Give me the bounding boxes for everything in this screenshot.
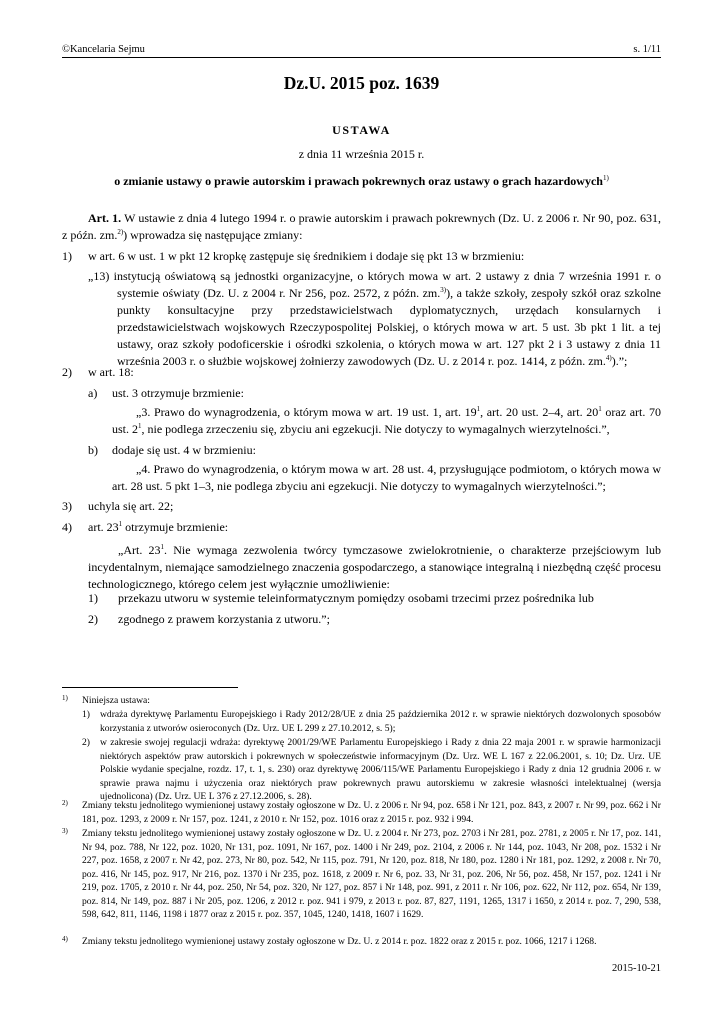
art-1-paragraph (62, 210, 661, 244)
quote-text: „13) instytucją oświatową są jednostki organizacyjne, o których mowa w art. 2 ustawy z dnia 7 września 1991 r. o systemie oświaty (Dz. U. z 2004 r. Nr 256, poz. 2572, z późn. zm. (88, 269, 661, 300)
quote-text: ), a także szkoły, zespoły szkół oraz szkolne punkty konsultacyjne przy przedstawicielstwach dyplomatycznych, urzędach konsularnych i przedstawicielstwach wojskowych Rzeczypospolitej Polskiej, o których mowa w art. 5 ust. 3b pkt 1 lit. a tej ustawy, oraz szkoły podoficerskie i ośrodki szkolenia, o których mowa w art. 127 pkt 2 i 3 ustawy z dnia 11 września 2003 r. o służbie wojskowej żołnierzy zawodowych (Dz. U. z 2014 r. poz. 1414, z późn. zm. (117, 286, 661, 368)
footnote-2-number: 2) (62, 799, 68, 807)
art-1-label: Art. 1. (88, 211, 122, 225)
header-page-number: s. 1/11 (633, 44, 661, 55)
item-2a-letter: a) (88, 386, 98, 400)
item-4-text-end: otrzymuje brzmienie: (122, 520, 229, 534)
item-1-quote (88, 268, 661, 370)
item-2b-text: dodaje się ust. 4 w brzmieniu: (112, 443, 256, 457)
header-copyright: ©Kancelaria Sejmu (62, 44, 145, 55)
quote-text: ).”; (611, 354, 628, 368)
footnote-3-number: 3) (62, 827, 68, 835)
item-1-text: w art. 6 w ust. 1 w pkt 12 kropkę zastępuje się średnikiem i dodaje się pkt 13 w brzmieniu: (88, 249, 525, 263)
act-date: z dnia 11 września 2015 r. (298, 147, 425, 161)
superscript: 1 (476, 405, 481, 413)
superscript: 1 (598, 405, 602, 413)
superscript: 1 (118, 520, 123, 528)
document-title: Dz.U. 2015 poz. 1639 (283, 73, 440, 93)
item-4-quote (88, 542, 661, 593)
footnote-1-sub-2-number: 2) (82, 737, 90, 748)
superscript: 1 (138, 422, 142, 430)
item-2a-quote (112, 404, 661, 438)
footnote-divider (62, 687, 238, 688)
art-1-text-end: ) wprowadza się następujące zmiany: (123, 228, 303, 242)
act-subject-text: o zmianie ustawy o prawie autorskim i prawach pokrewnych oraz ustawy o grach hazardowych (114, 174, 603, 188)
quote-text: „Art. 23 (118, 543, 161, 557)
quote-text: , art. 20 ust. 2–4, art. 20 (480, 405, 599, 419)
item-4-text-start: art. 23 (88, 520, 119, 534)
footnote-1-sub-1-text: wdraża dyrektywę Parlamentu Europejskiego i Rady 2012/28/UE z dnia 25 października 2012 r. w sprawie niektórych dozwolonych sposobów korzystania z utworów osieroconych (Dz. Urz. UE L 299 z 27.10.2012, s. 5); (100, 709, 661, 734)
footnote-ref: 4) (605, 354, 612, 362)
footnote-1-sub-2-text: w zakresie swojej regulacji wdraża: dyrektywę 2001/29/WE Parlamentu Europejskiego i Rady z dnia 22 maja 2001 r. w sprawie harmonizacji niektórych aspektów praw autorskich i pokrewnych w społeczeństwie informacyjnym (Dz. Urz. WE L 167 z 22.06.2001, s. 10; Dz. Urz. UE Polskie wydanie specjalne, rozdz. 17, t. 1, s. 230) oraz dyrektywę 2006/115/WE Parlamentu Europejskiego i Rady z dnia 12 grudnia 2006 r. w sprawie prawa najmu i użyczenia oraz niektórych praw pokrewnych prawu autorskiemu w zakresie własności intelektualnej (wersja ujednolicona) (Dz. Urz. UE L 376 z 27.12.2006, s. 28). (100, 737, 661, 802)
footnote-ref: 1) (602, 174, 609, 182)
act-type: USTAWA (332, 123, 391, 137)
item-4-point-1-number: 1) (88, 591, 98, 605)
item-4-point-2-text: zgodnego z prawem korzystania z utworu.”; (118, 612, 330, 626)
art-1-text: W ustawie z dnia 4 lutego 1994 r. o prawie autorskim i prawach pokrewnych (Dz. U. z 2006 r. Nr 90, poz. 631, z późn. zm. (62, 211, 661, 242)
quote-text: . Nie wymaga zezwolenia twórcy tymczasowe zwielokrotnienie, o charakterze przejściowym lub incydentalnym, niemające samodzielnego znaczenia gospodarczego, a stanowiące integralną i niezbędną część procesu technologicznego, którego celem jest wyłącznie umożliwienie: (88, 543, 662, 591)
quote-text: , nie podlega zrzeczeniu się, zbyciu ani egzekucji. Nie dotyczy to wymagalnych wierzytelności.”, (141, 422, 610, 436)
footnote-4-number: 4) (62, 935, 68, 943)
item-2-text: w art. 18: (88, 365, 134, 379)
item-4-number: 4) (62, 520, 72, 534)
superscript: 1 (160, 543, 165, 551)
item-2b-quote: „4. Prawo do wynagrodzenia, o którym mowa w art. 28 ust. 4, przysługujące podmiotom, o których mowa w art. 28 ust. 5 pkt 1–3, nie podlega zbyciu ani egzekucji. Nie dotyczy to wymagalnych wierzytelności.”; (112, 462, 661, 493)
footnote-2-text: Zmiany tekstu jednolitego wymienionej ustawy zostały ogłoszone w Dz. U. z 2006 r. Nr 94, poz. 658 i Nr 121, poz. 843, z 2007 r. Nr 99, poz. 662 i Nr 181, poz. 1293, z 2009 r. Nr 157, poz. 1241, z 2010 r. Nr 152, poz. 1016 oraz z 2015 r. poz. 932 i 994. (82, 800, 661, 825)
footnote-1-number: 1) (62, 694, 68, 702)
quote-text: „3. Prawo do wynagrodzenia, o którym mowa w art. 19 ust. 1, art. 19 (136, 405, 477, 419)
item-1-number: 1) (62, 249, 72, 263)
footnote-1-sub-1-number: 1) (82, 709, 90, 720)
item-4-point-1-text: przekazu utworu w systemie teleinformatycznym pomiędzy osobami trzecimi przez pośrednika lub (118, 591, 594, 605)
item-3-number: 3) (62, 499, 72, 513)
item-2-number: 2) (62, 365, 72, 379)
footnote-4-text: Zmiany tekstu jednolitego wymienionej ustawy zostały ogłoszone w Dz. U. z 2014 r. poz. 1822 oraz z 2015 r. poz. 1066, 1217 i 1268. (82, 936, 597, 947)
item-4-point-2-number: 2) (88, 612, 98, 626)
item-4-text (88, 519, 661, 536)
footnote-ref: 2) (117, 228, 124, 236)
footnote-ref: 3) (440, 286, 447, 294)
item-3-text: uchyla się art. 22; (88, 499, 174, 513)
item-2b-letter: b) (88, 443, 98, 457)
header-divider (62, 57, 661, 58)
footer-date: 2015-10-21 (612, 963, 661, 974)
footnote-1-intro: Niniejsza ustawa: (82, 695, 150, 706)
act-subject (62, 174, 661, 189)
footnote-3-text: Zmiany tekstu jednolitego wymienionej ustawy zostały ogłoszone w Dz. U. z 2004 r. Nr 273, poz. 2703 i Nr 281, poz. 2781, z 2005 r. Nr 17, poz. 141, Nr 94, poz. 788, Nr 122, poz. 1020, Nr 131, poz. 1091, Nr 167, poz. 1400 i Nr 249, poz. 2104, z 2006 r. Nr 144, poz. 1043, Nr 208, poz. 1532 i Nr 227, poz. 1658, z 2007 r. Nr 42, poz. 273, Nr 80, poz. 542, Nr 115, poz. 791, Nr 120, poz. 818, Nr 180, poz. 1280 i Nr 181, poz. 1292, z 2008 r. Nr 70, poz. 416, Nr 145, poz. 917, Nr 216, poz. 1370 i Nr 235, poz. 1618, z 2009 r. Nr 6, poz. 33, Nr 31, poz. 206, Nr 56, poz. 458, Nr 157, poz. 1241 i Nr 219, poz. 1705, z 2010 r. Nr 44, poz. 250, Nr 54, poz. 320, Nr 127, poz. 857 i Nr 148, poz. 991, z 2011 r. Nr 106, poz. 622, Nr 112, poz. 654, Nr 139, poz. 814, Nr 149, poz. 887 i Nr 205, poz. 1206, z 2012 r. poz. 941 i 979, z 2013 r. poz. 87, 827, 1191, 1265, 1317 i 1650, z 2014 r. poz. 7, 290, 538, 598, 642, 811, 1146, 1198 i 1877 oraz z 2015 r. poz. 357, 1045, 1240, 1418, 1607 i 1629. (82, 828, 661, 920)
quote-text: oraz art. 70 ust. 2 (112, 405, 661, 436)
item-2a-text: ust. 3 otrzymuje brzmienie: (112, 386, 244, 400)
